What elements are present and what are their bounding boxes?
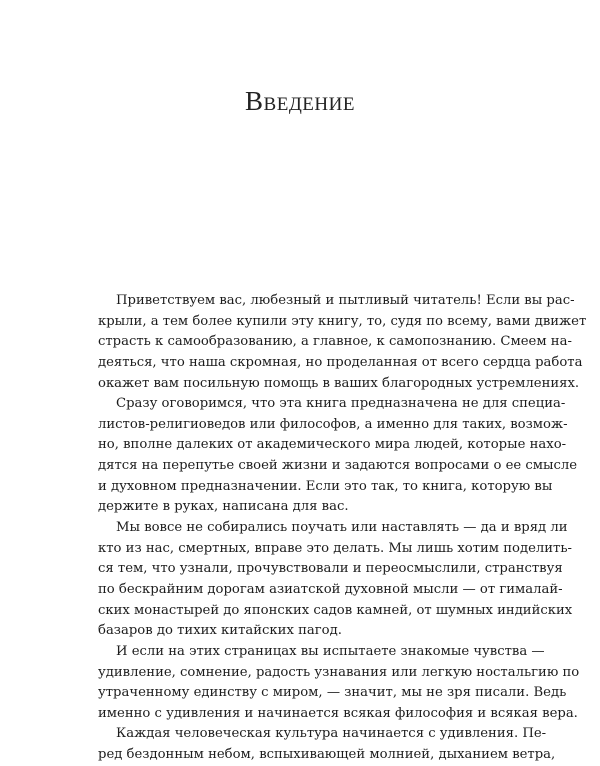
text-line: Приветствуем вас, любезный и пытливый читатель! Если вы рас- [116, 293, 575, 308]
text-line: окажет вам посильную помощь в ваших благородных устремлениях. [98, 375, 580, 391]
text-line: листов-религиоведов или философов, а именно для таких, возмож- [98, 416, 568, 432]
text-line: и духовном предназначении. Если это так, то книга, которую вы [98, 478, 553, 494]
text-line: Каждая человеческая культура начинается с удивления. Пе- [116, 726, 547, 742]
chapter-title: Введение [245, 86, 355, 116]
body-text [98, 291, 587, 766]
text-line: ся тем, что узнали, прочувствовали и переосмыслили, странствуя [98, 561, 563, 577]
text-line: по бескрайним дорогам азиатской духовной мысли — от гималай- [98, 581, 563, 597]
text-line: базаров до тихих китайских пагод. [98, 623, 342, 639]
text-line: ред бездонным небом, вспыхивающей молнией, дыханием ветра, [98, 747, 556, 763]
text-line: именно с удивления и начинается всякая философия и всякая вера. [98, 705, 578, 721]
text-line: Сразу оговоримся, что эта книга предназначена не для специа- [116, 396, 566, 412]
text-line: Мы вовсе не собирались поучать или наставлять — да и вряд ли [116, 520, 568, 536]
text-line: кто из нас, смертных, вправе это делать. Мы лишь хотим поделить- [98, 540, 572, 556]
text-line: крыли, а тем более купили эту книгу, то, судя по всему, вами движет [98, 313, 587, 329]
text-line: страсть к самообразованию, а главное, к самопознанию. Смеем на- [98, 334, 572, 350]
text-line: деяться, что наша скромная, но проделанная от всего сердца работа [98, 354, 583, 370]
text-line: дятся на перепутье своей жизни и задаются вопросами о ее смысле [98, 458, 578, 474]
text-line: но, вполне далеких от академического мира людей, которые нахо- [98, 437, 567, 453]
text-line: утраченному единству с миром, — значит, мы не зря писали. Ведь [98, 685, 567, 701]
text-line: удивление, сомнение, радость узнавания или легкую ностальгию по [98, 664, 580, 680]
text-line: ских монастырей до японских садов камней, от шумных индийских [98, 602, 573, 618]
text-line: держите в руках, написана для вас. [98, 499, 349, 515]
text-line: И если на этих страницах вы испытаете знакомые чувства — [116, 643, 545, 659]
